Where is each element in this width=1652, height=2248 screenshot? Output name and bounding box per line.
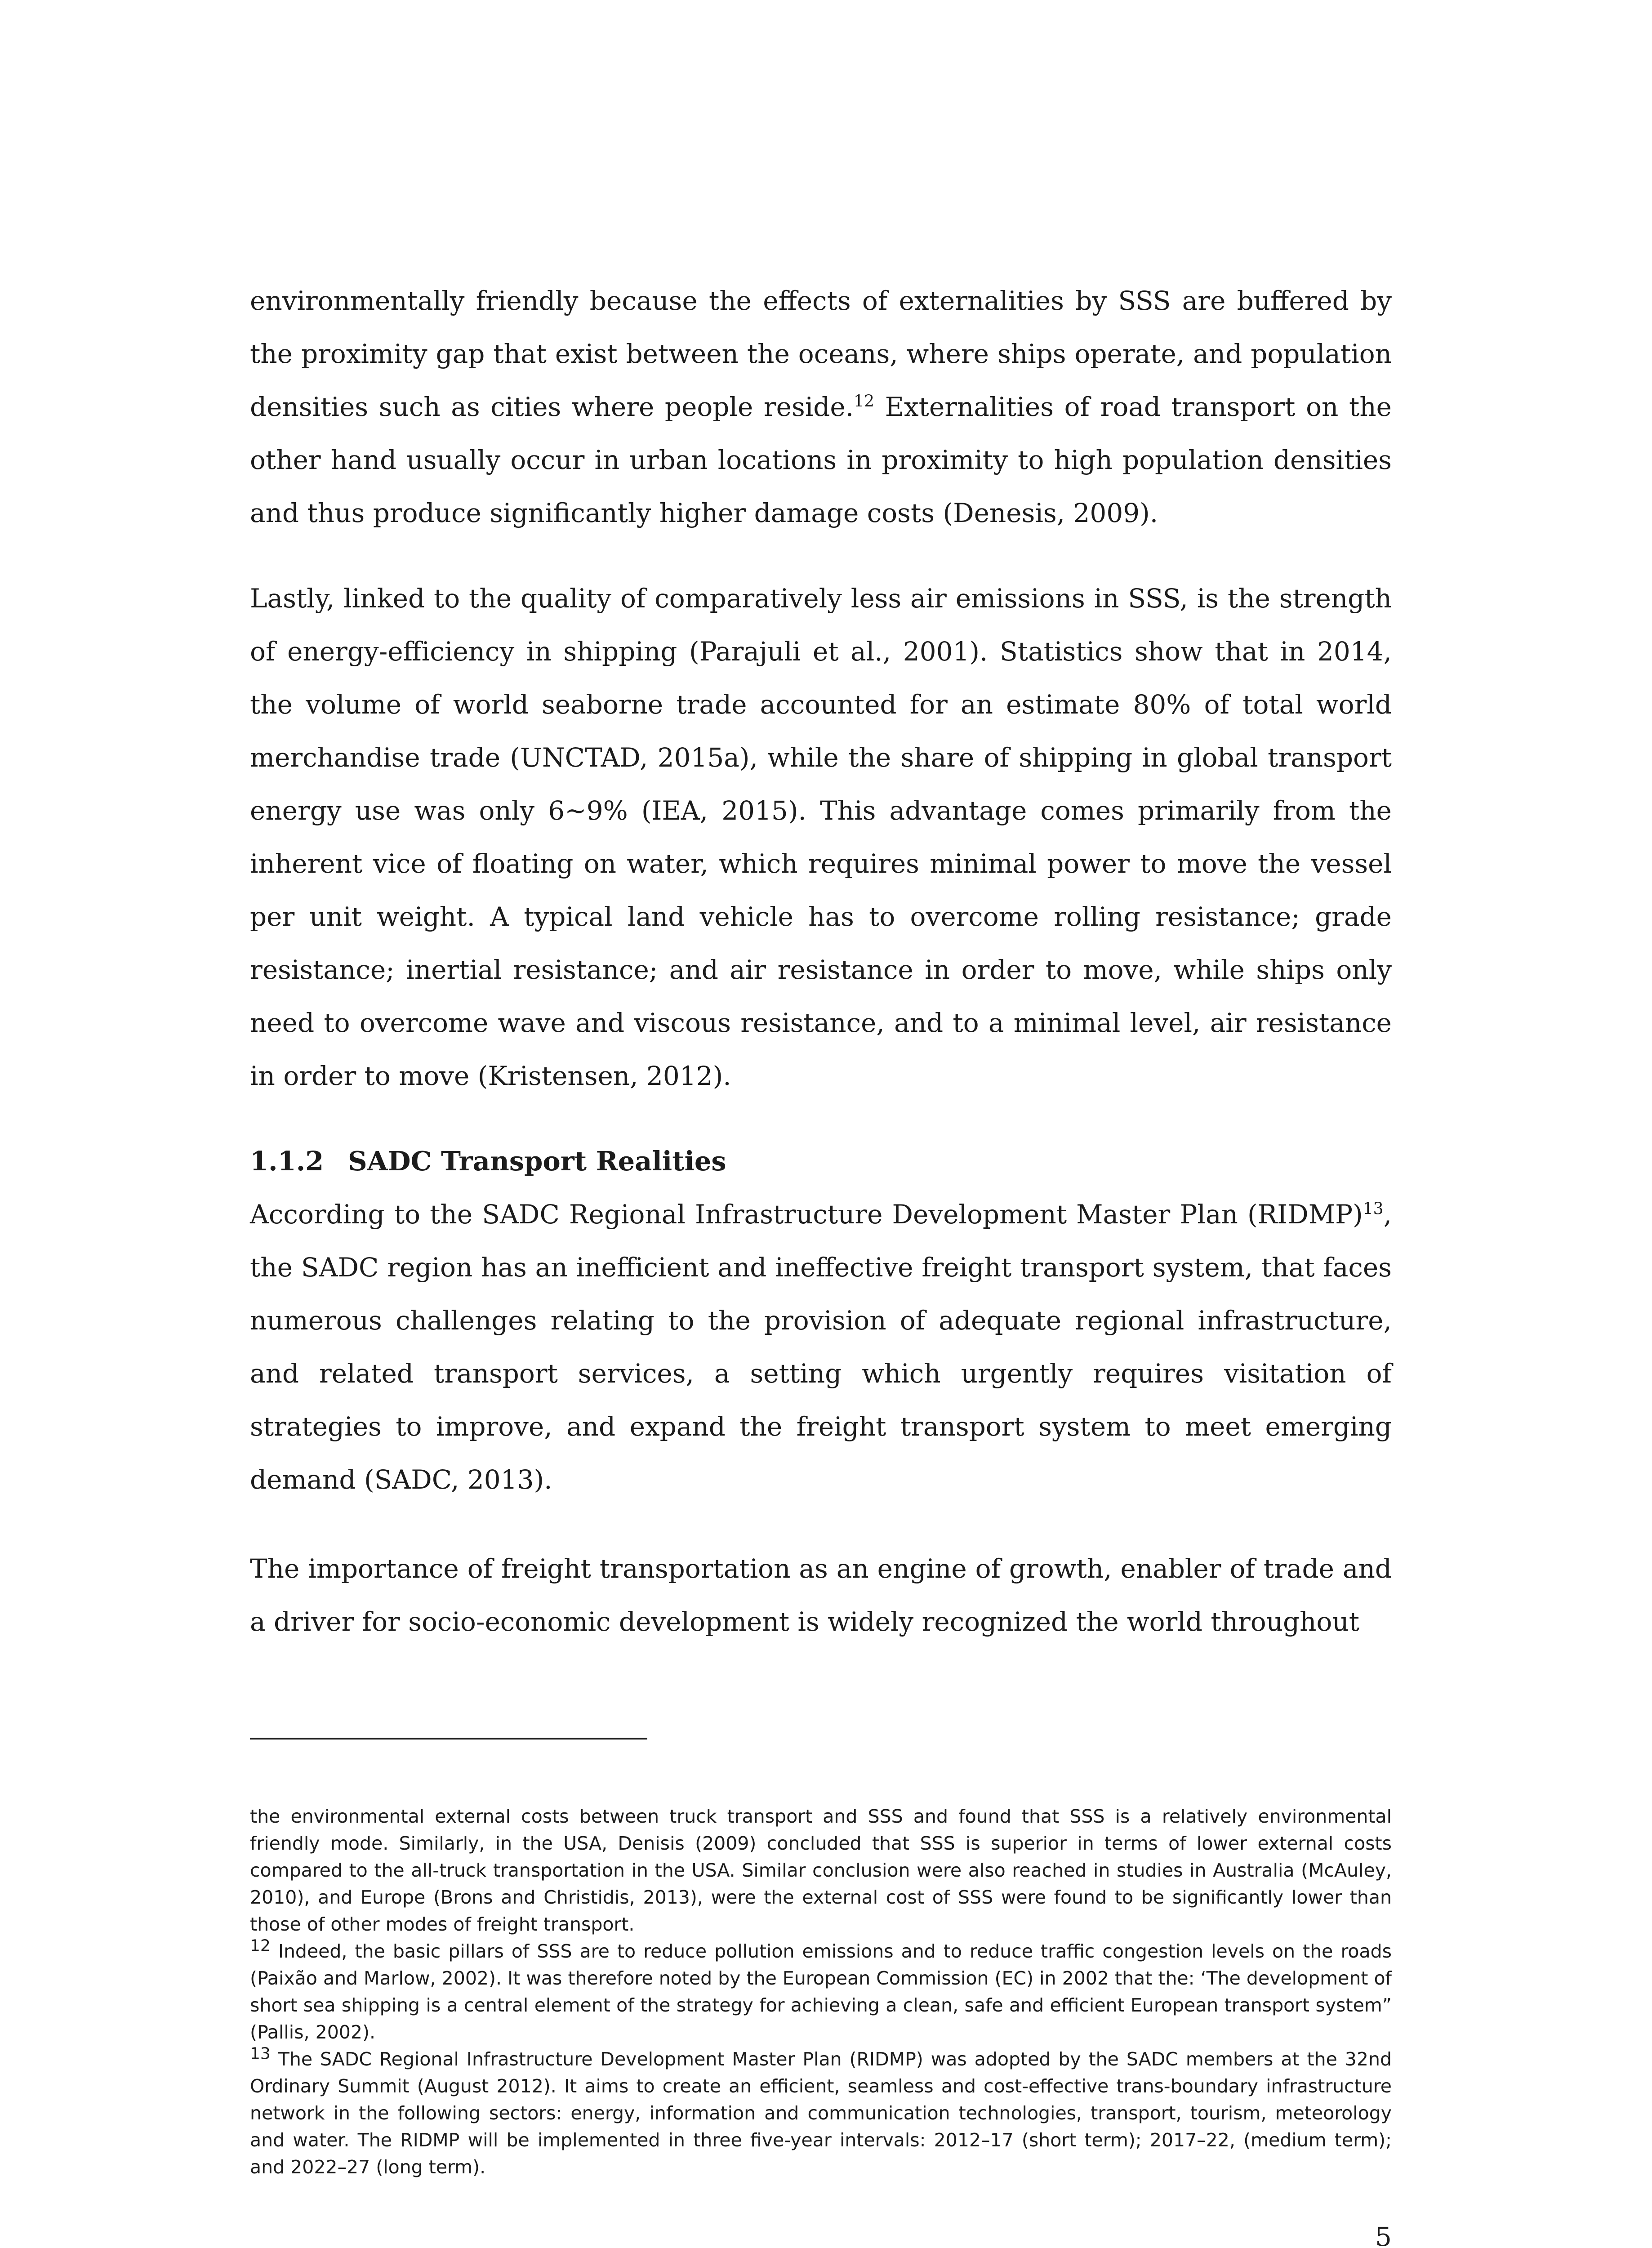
- footnote-text: Indeed, the basic pillars of SSS are to reduce pollution emissions and to reduce traffic congestion levels on the roads (Paixão and Marlow, 2002). It was therefore noted by the European Commission (EC) in 2002 that the: ‘The development of short sea shipping is a central element of the strategy for achieving a clean, safe and efficient European transport system” (Pallis, 2002).: [250, 1940, 1392, 2043]
- footnote-12: [250, 1938, 1392, 2046]
- footnote-text: The SADC Regional Infrastructure Development Master Plan (RIDMP) was adopted by the SADC members at the 32nd Ordinary Summit (August 2012). It aims to create an efficient, seamless and cost-effective trans-boundary infrastructure network in the following sectors: energy, information and communication technologies, transport, tourism, meteorology and water. The RIDMP will be implemented in three five-year intervals: 2012–17 (short term); 2017–22, (medium term); and 2022–27 (long term).: [250, 2048, 1392, 2178]
- paragraph-text: According to the SADC Regional Infrastructure Development Master Plan (RIDMP): [250, 1199, 1363, 1230]
- paragraph-text: , the SADC region has an inefficient and ineffective freight transport system, that faces numerous challenges relating to the provision of adequate regional infrastructure, and related transport services, a setting which urgently requires visitation of strategies to improve, and expand the freight transport system to meet emerging demand (SADC, 2013).: [250, 1199, 1392, 1495]
- paragraph-externalities: [250, 274, 1392, 540]
- section-number: 1.1.2: [250, 1146, 324, 1177]
- paragraph-text: Externalities of road transport on the other hand usually occur in urban locations in proximity to high population densities and thus produce significantly higher damage costs (Denesis, 2009).: [250, 392, 1392, 528]
- footnote-mark-12: 12: [250, 1936, 271, 1955]
- footnote-ref-12[interactable]: 12: [854, 392, 874, 411]
- paragraph-ridmp: [250, 1188, 1392, 1506]
- footnote-ref-13[interactable]: 13: [1363, 1200, 1384, 1218]
- section-title: SADC Transport Realities: [348, 1146, 726, 1177]
- footnotes-block: [250, 1803, 1392, 2181]
- section-heading: [250, 1135, 726, 1188]
- page-number: 5: [1375, 2221, 1392, 2248]
- footnote-separator: [250, 1738, 647, 1740]
- paragraph-energy-efficiency: Lastly, linked to the quality of comparatively less air emissions in SSS, is the strength of energy-efficiency in shipping (Parajuli et al., 2001). Statistics show that in 2014, the volume of world seaborne trade accounted for an estimate 80% of total world merchandise trade (UNCTAD, 2015a), while the share of shipping in global transport energy use was only 6~9% (IEA, 2015). This advantage comes primarily from the inherent vice of floating on water, which requires minimal power to move the vessel per unit weight. A typical land vehicle has to overcome rolling resistance; grade resistance; inertial resistance; and air resistance in order to move, while ships only need to overcome wave and viscous resistance, and to a minimal level, air resistance in order to move (Kristensen, 2012).: [250, 583, 1392, 1091]
- paragraph-freight-importance: The importance of freight transportation as an engine of growth, enabler of trade and a driver for socio-economic development is widely recognized the world throughout: [250, 1553, 1392, 1637]
- footnote-mark-13: 13: [250, 2044, 271, 2063]
- paragraph-text: environmentally friendly because the effects of externalities by SSS are buffered by the proximity gap that exist between the oceans, where ships operate, and population densities such as cities where people reside.: [250, 285, 1392, 422]
- footnote-13: [250, 2046, 1392, 2181]
- footnote-continued: the environmental external costs between truck transport and SSS and found that SSS is a relatively environmental friendly mode. Similarly, in the USA, Denisis (2009) concluded that SSS is superior in terms of lower external costs compared to the all-truck transportation in the USA. Similar conclusion were also reached in studies in Australia (McAuley, 2010), and Europe (Brons and Christidis, 2013), were the external cost of SSS were found to be significantly lower than those of other modes of freight transport.: [250, 1806, 1392, 1935]
